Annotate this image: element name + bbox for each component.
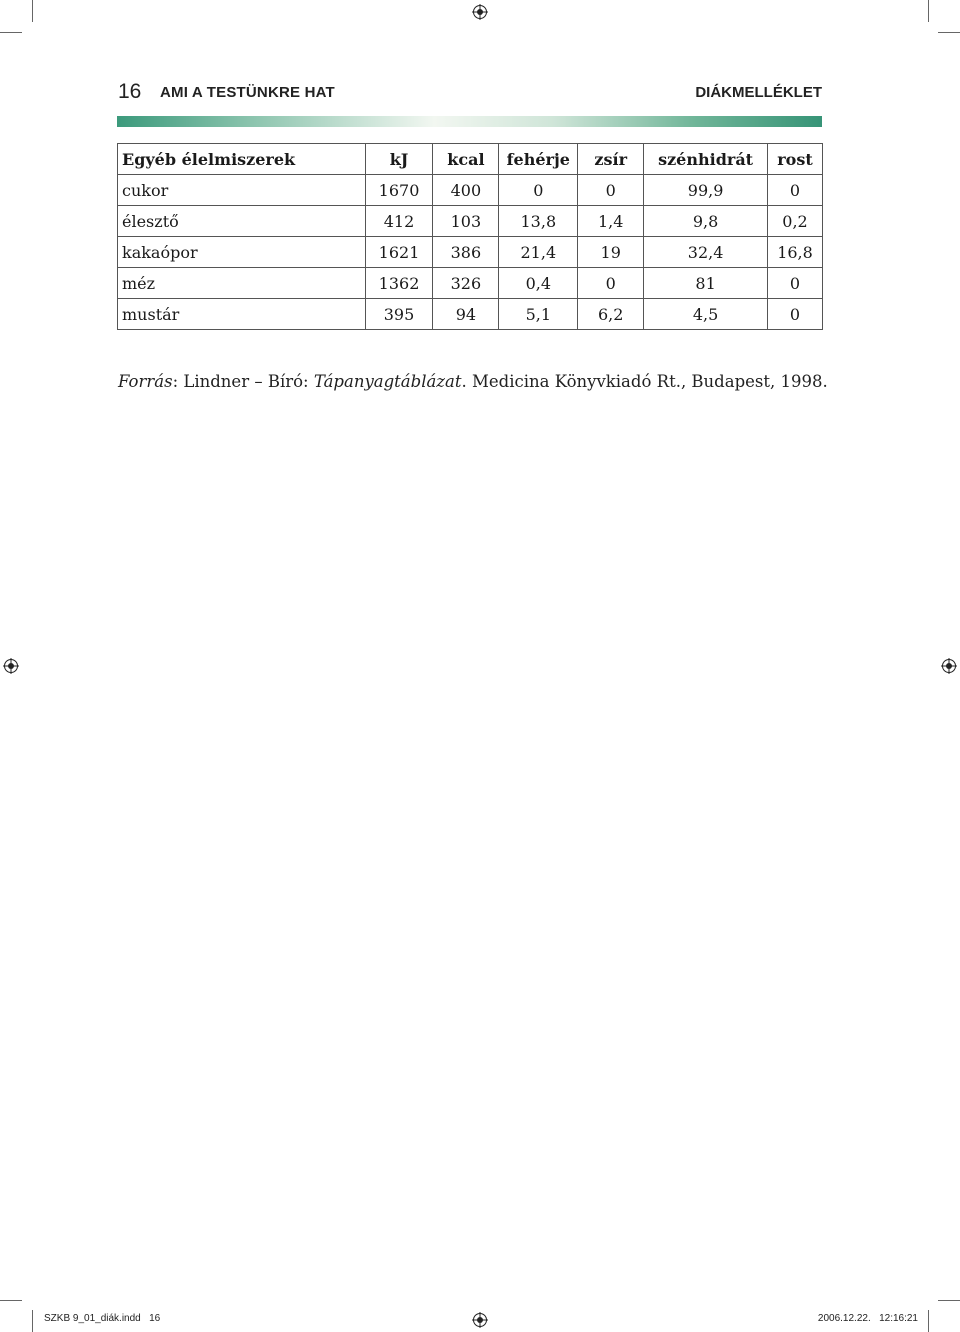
source-work-title: Tápanyagtáblázat	[313, 372, 462, 391]
source-label: Forrás	[118, 372, 173, 391]
column-header: rost	[768, 144, 823, 175]
crop-mark	[32, 1310, 33, 1332]
table-cell: 0	[499, 175, 578, 206]
table-cell: 412	[365, 206, 433, 237]
table-cell: 4,5	[644, 299, 768, 330]
table-cell: 0	[768, 268, 823, 299]
crop-mark	[32, 0, 33, 22]
table-cell: 395	[365, 299, 433, 330]
supplement-label: DIÁKMELLÉKLET	[695, 84, 822, 101]
table-cell: 400	[433, 175, 499, 206]
slug-timestamp: 2006.12.22. 12:16:21	[817, 1313, 918, 1324]
table-cell: 9,8	[644, 206, 768, 237]
column-header: zsír	[578, 144, 644, 175]
header-gradient-bar	[117, 116, 822, 127]
table-cell: 21,4	[499, 237, 578, 268]
crop-mark	[0, 32, 22, 33]
table-cell: 13,8	[499, 206, 578, 237]
table-cell: mustár	[118, 299, 366, 330]
table-cell: 1362	[365, 268, 433, 299]
crop-mark	[0, 1300, 22, 1301]
table-cell: 1621	[365, 237, 433, 268]
table-cell: 0	[578, 175, 644, 206]
table-cell: 386	[433, 237, 499, 268]
crop-mark	[938, 32, 960, 33]
source-colon: :	[172, 372, 184, 391]
table-cell: cukor	[118, 175, 366, 206]
table-row	[118, 237, 823, 268]
registration-mark-icon	[3, 658, 19, 674]
table-cell: 19	[578, 237, 644, 268]
table-cell: 81	[644, 268, 768, 299]
table-row	[118, 299, 823, 330]
registration-mark-icon	[472, 4, 488, 20]
column-header: Egyéb élelmiszerek	[118, 144, 366, 175]
table-cell: 0,2	[768, 206, 823, 237]
table-cell: 6,2	[578, 299, 644, 330]
table-cell: 0	[578, 268, 644, 299]
table-cell: 99,9	[644, 175, 768, 206]
nutrition-table	[117, 143, 823, 330]
crop-mark	[928, 1310, 929, 1332]
crop-mark	[928, 0, 929, 22]
table-row	[118, 206, 823, 237]
table-cell: méz	[118, 268, 366, 299]
table-header-row	[118, 144, 823, 175]
table-cell: 0	[768, 299, 823, 330]
page-header	[118, 80, 822, 110]
table-cell: 1670	[365, 175, 433, 206]
registration-mark-icon	[941, 658, 957, 674]
source-citation	[118, 372, 828, 391]
column-header: fehérje	[499, 144, 578, 175]
slug-filename: SZKB 9_01_diák.indd 16	[44, 1313, 161, 1324]
column-header: szénhidrát	[644, 144, 768, 175]
source-publisher: . Medicina Könyvkiadó Rt., Budapest, 1998.	[461, 372, 828, 391]
table-cell: 1,4	[578, 206, 644, 237]
table-cell: 0	[768, 175, 823, 206]
table-cell: 5,1	[499, 299, 578, 330]
column-header: kcal	[433, 144, 499, 175]
table-cell: élesztő	[118, 206, 366, 237]
column-header: kJ	[365, 144, 433, 175]
table-cell: 94	[433, 299, 499, 330]
page-number: 16	[118, 80, 142, 103]
registration-mark-icon	[472, 1312, 488, 1328]
table-row	[118, 268, 823, 299]
crop-mark	[938, 1300, 960, 1301]
table-cell: 326	[433, 268, 499, 299]
source-authors: Lindner – Bíró:	[183, 372, 314, 391]
table-cell: 103	[433, 206, 499, 237]
table-cell: kakaópor	[118, 237, 366, 268]
table-cell: 32,4	[644, 237, 768, 268]
section-title: AMI A TESTÜNKRE HAT	[160, 84, 335, 101]
table-row	[118, 175, 823, 206]
table-cell: 16,8	[768, 237, 823, 268]
table-cell: 0,4	[499, 268, 578, 299]
